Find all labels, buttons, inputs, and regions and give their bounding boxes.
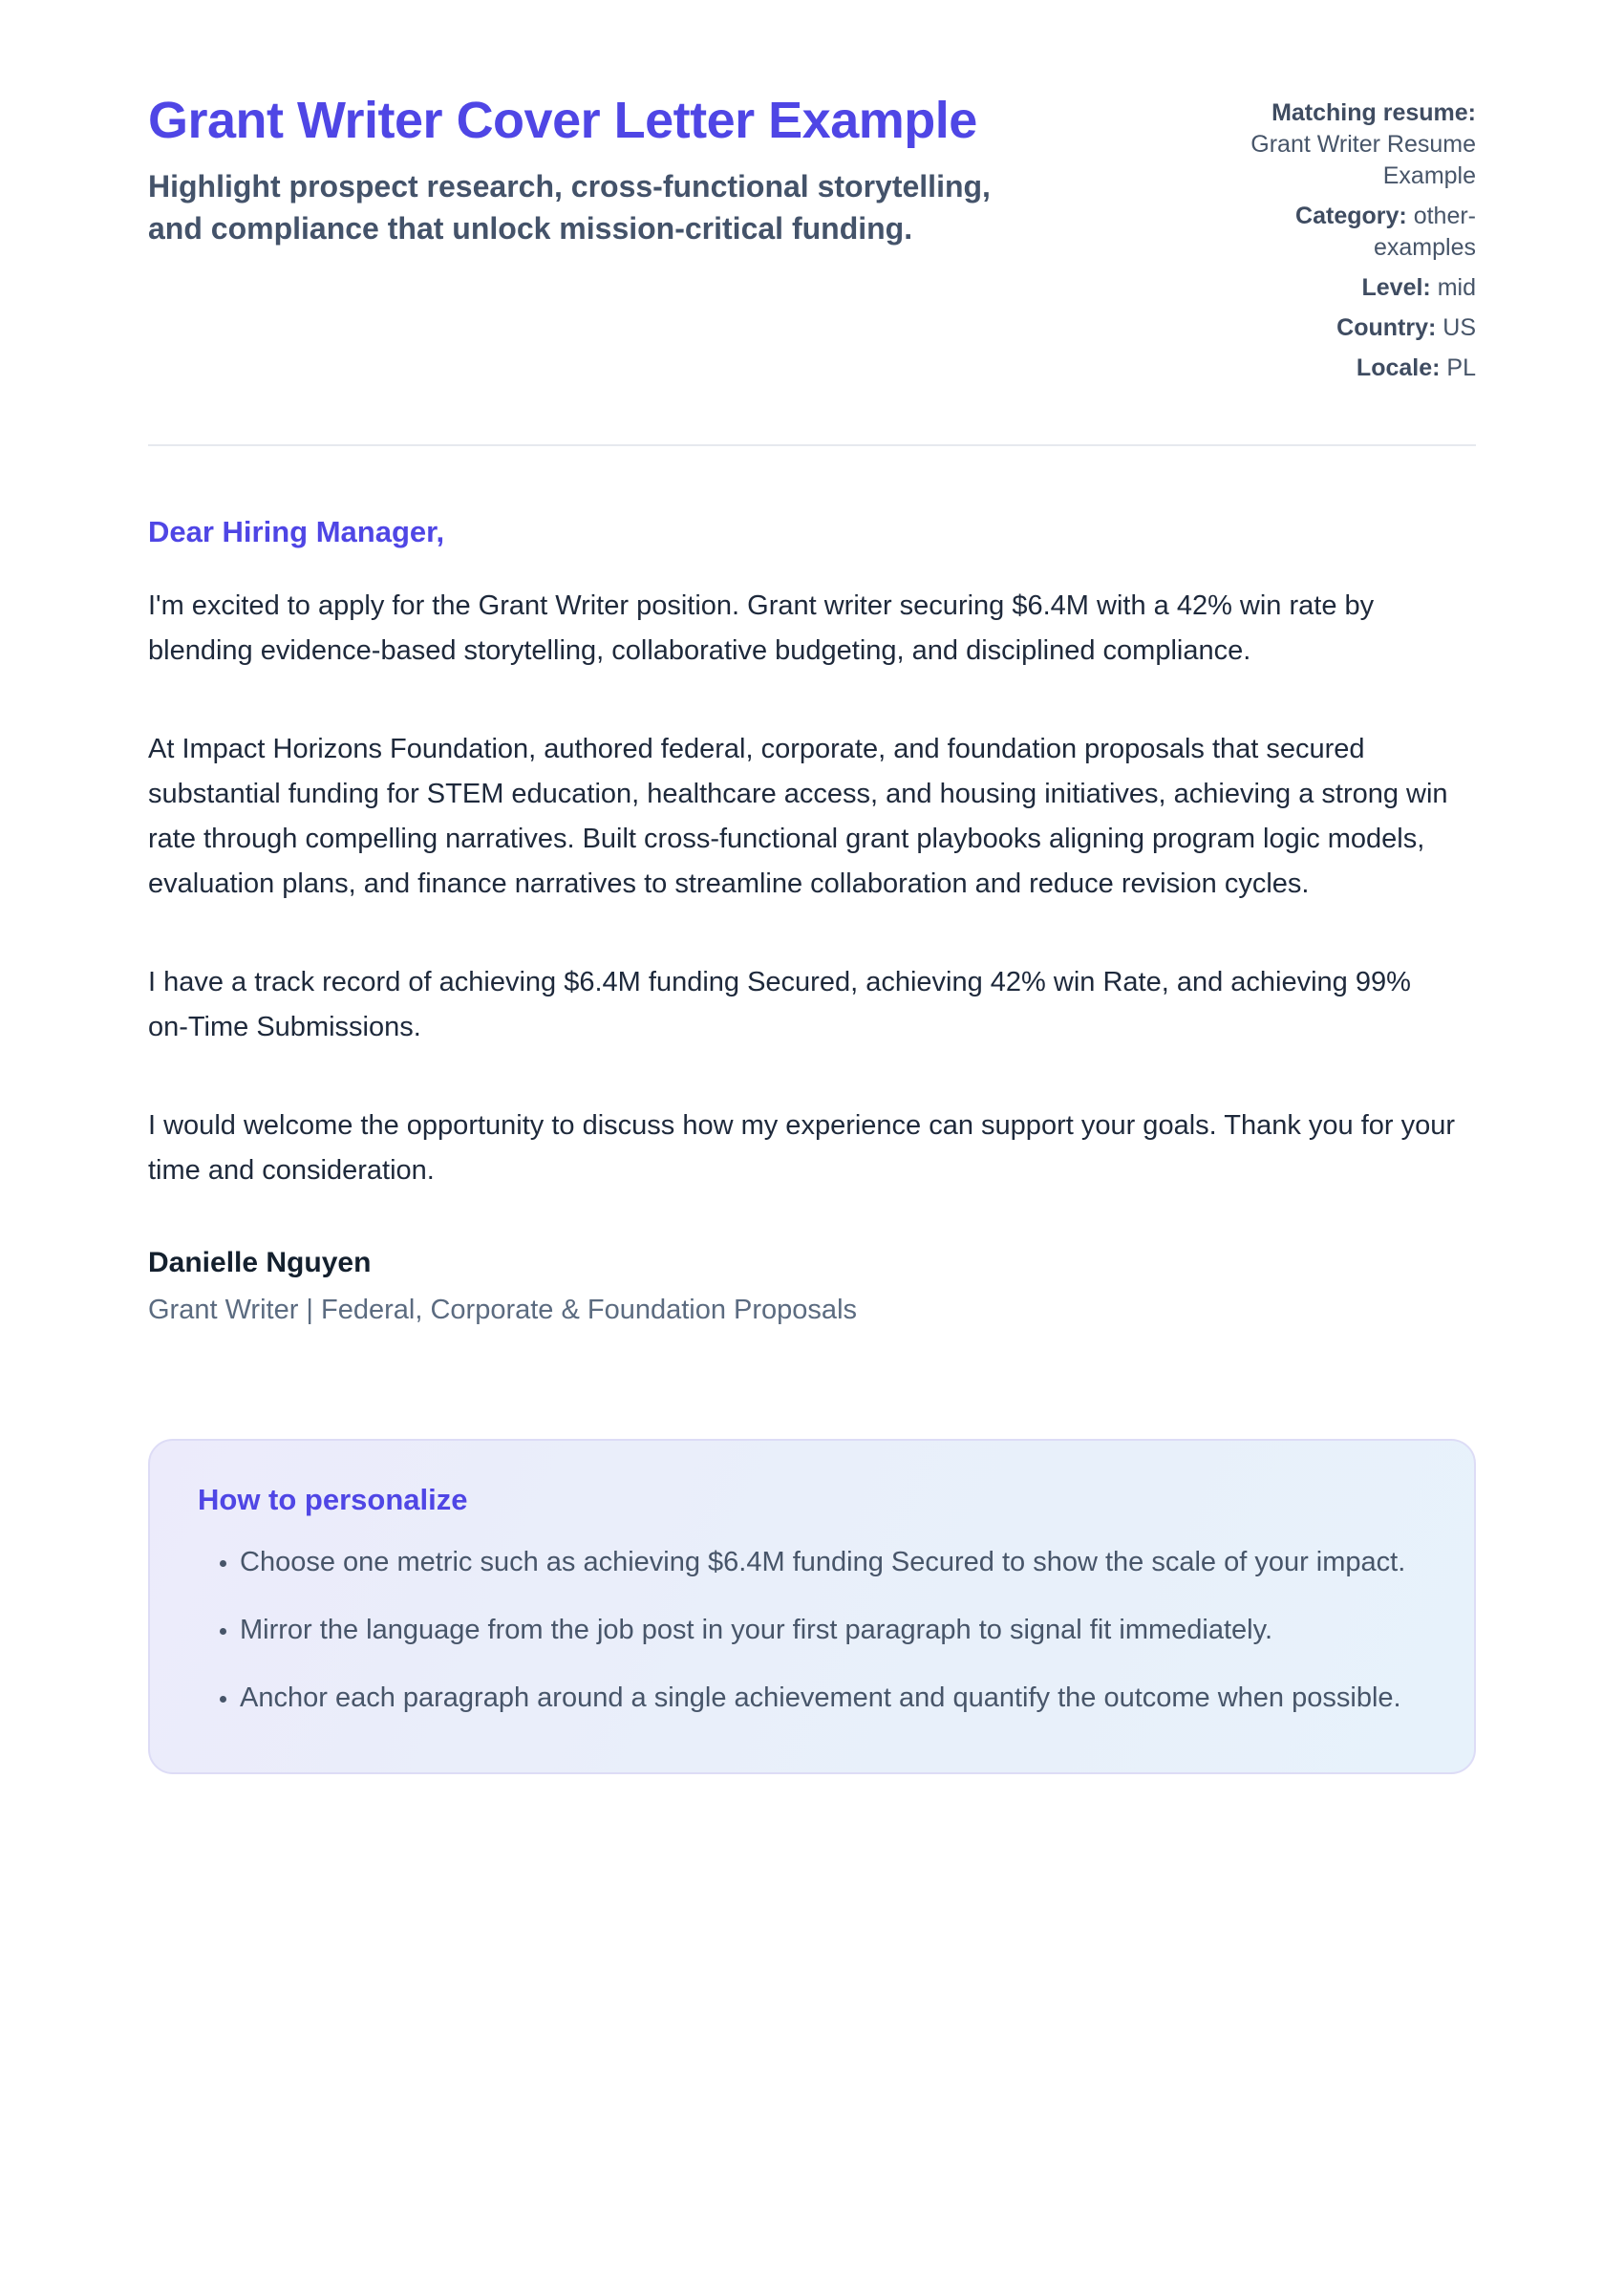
signature-block (148, 1247, 1476, 1326)
letter-paragraph-1: I'm excited to apply for the Grant Writer position. Grant writer securing $6.4M with a 42% win rate by blending evidence-based storytelling, collaborative budgeting, and disciplined compliance. (148, 590, 1375, 666)
meta-row-matching-resume (1208, 97, 1476, 192)
meta-label-matching-resume: Matching resume: (1271, 99, 1476, 126)
page-title: Grant Writer Cover Letter Example (148, 92, 977, 149)
personalization-tips-card (148, 1439, 1476, 1774)
meta-value-country: US (1442, 314, 1476, 341)
signature-name: Danielle Nguyen (148, 1247, 372, 1278)
meta-row-category (1208, 201, 1476, 264)
letter-paragraph-3: I have a track record of achieving $6.4M funding Secured, achieving 42% win Rate, and achieving 99% on-Time Submissions. (148, 967, 1411, 1042)
letter-greeting: Dear Hiring Manager, (148, 515, 445, 548)
meta-row-country (1208, 312, 1476, 344)
letter-paragraph-4: I would welcome the opportunity to discuss how my experience can support your goals. Thank you for your time and consideration. (148, 1110, 1456, 1186)
meta-value-level: mid (1437, 274, 1476, 301)
signature-title: Grant Writer | Federal, Corporate & Foundation Proposals (148, 1295, 858, 1325)
letter-paragraph-2: At Impact Horizons Foundation, authored federal, corporate, and foundation proposals that secured substantial funding for STEM education, healthcare access, and housing initiatives, achieving a strong win rate through compelling narratives. Built cross-functional grant playbooks aligning program logic models, evaluation plans, and finance narratives to streamline collaboration and reduce revision cycles. (148, 734, 1448, 899)
meta-label-locale: Locale: (1356, 354, 1441, 381)
letter-body (148, 515, 1476, 1326)
header (148, 88, 1476, 393)
meta-value-matching-resume: Grant Writer Resume Example (1250, 131, 1476, 189)
tips-heading: How to personalize (198, 1483, 468, 1516)
meta-value-locale: PL (1446, 354, 1476, 381)
meta-row-level (1208, 272, 1476, 304)
meta-label-country: Country: (1336, 314, 1437, 341)
meta-label-level: Level: (1361, 274, 1431, 301)
meta-value-category: other-examples (1374, 203, 1476, 261)
meta-label-category: Category: (1295, 203, 1407, 229)
meta-row-locale (1208, 353, 1476, 384)
meta-panel (1208, 88, 1476, 393)
header-title-block (148, 88, 1008, 249)
tip-item-1: • Choose one metric such as achieving $6.4M funding Secured to show the scale of your impact. (240, 1540, 1424, 1585)
header-divider (148, 444, 1476, 446)
tip-item-3: • Anchor each paragraph around a single achievement and quantify the outcome when possible. (240, 1676, 1424, 1721)
page-subtitle: Highlight prospect research, cross-functional storytelling, and compliance that unlock mission-critical funding. (148, 169, 991, 246)
tip-item-2: • Mirror the language from the job post in your first paragraph to signal fit immediately. (240, 1608, 1424, 1653)
tips-list (198, 1540, 1426, 1721)
